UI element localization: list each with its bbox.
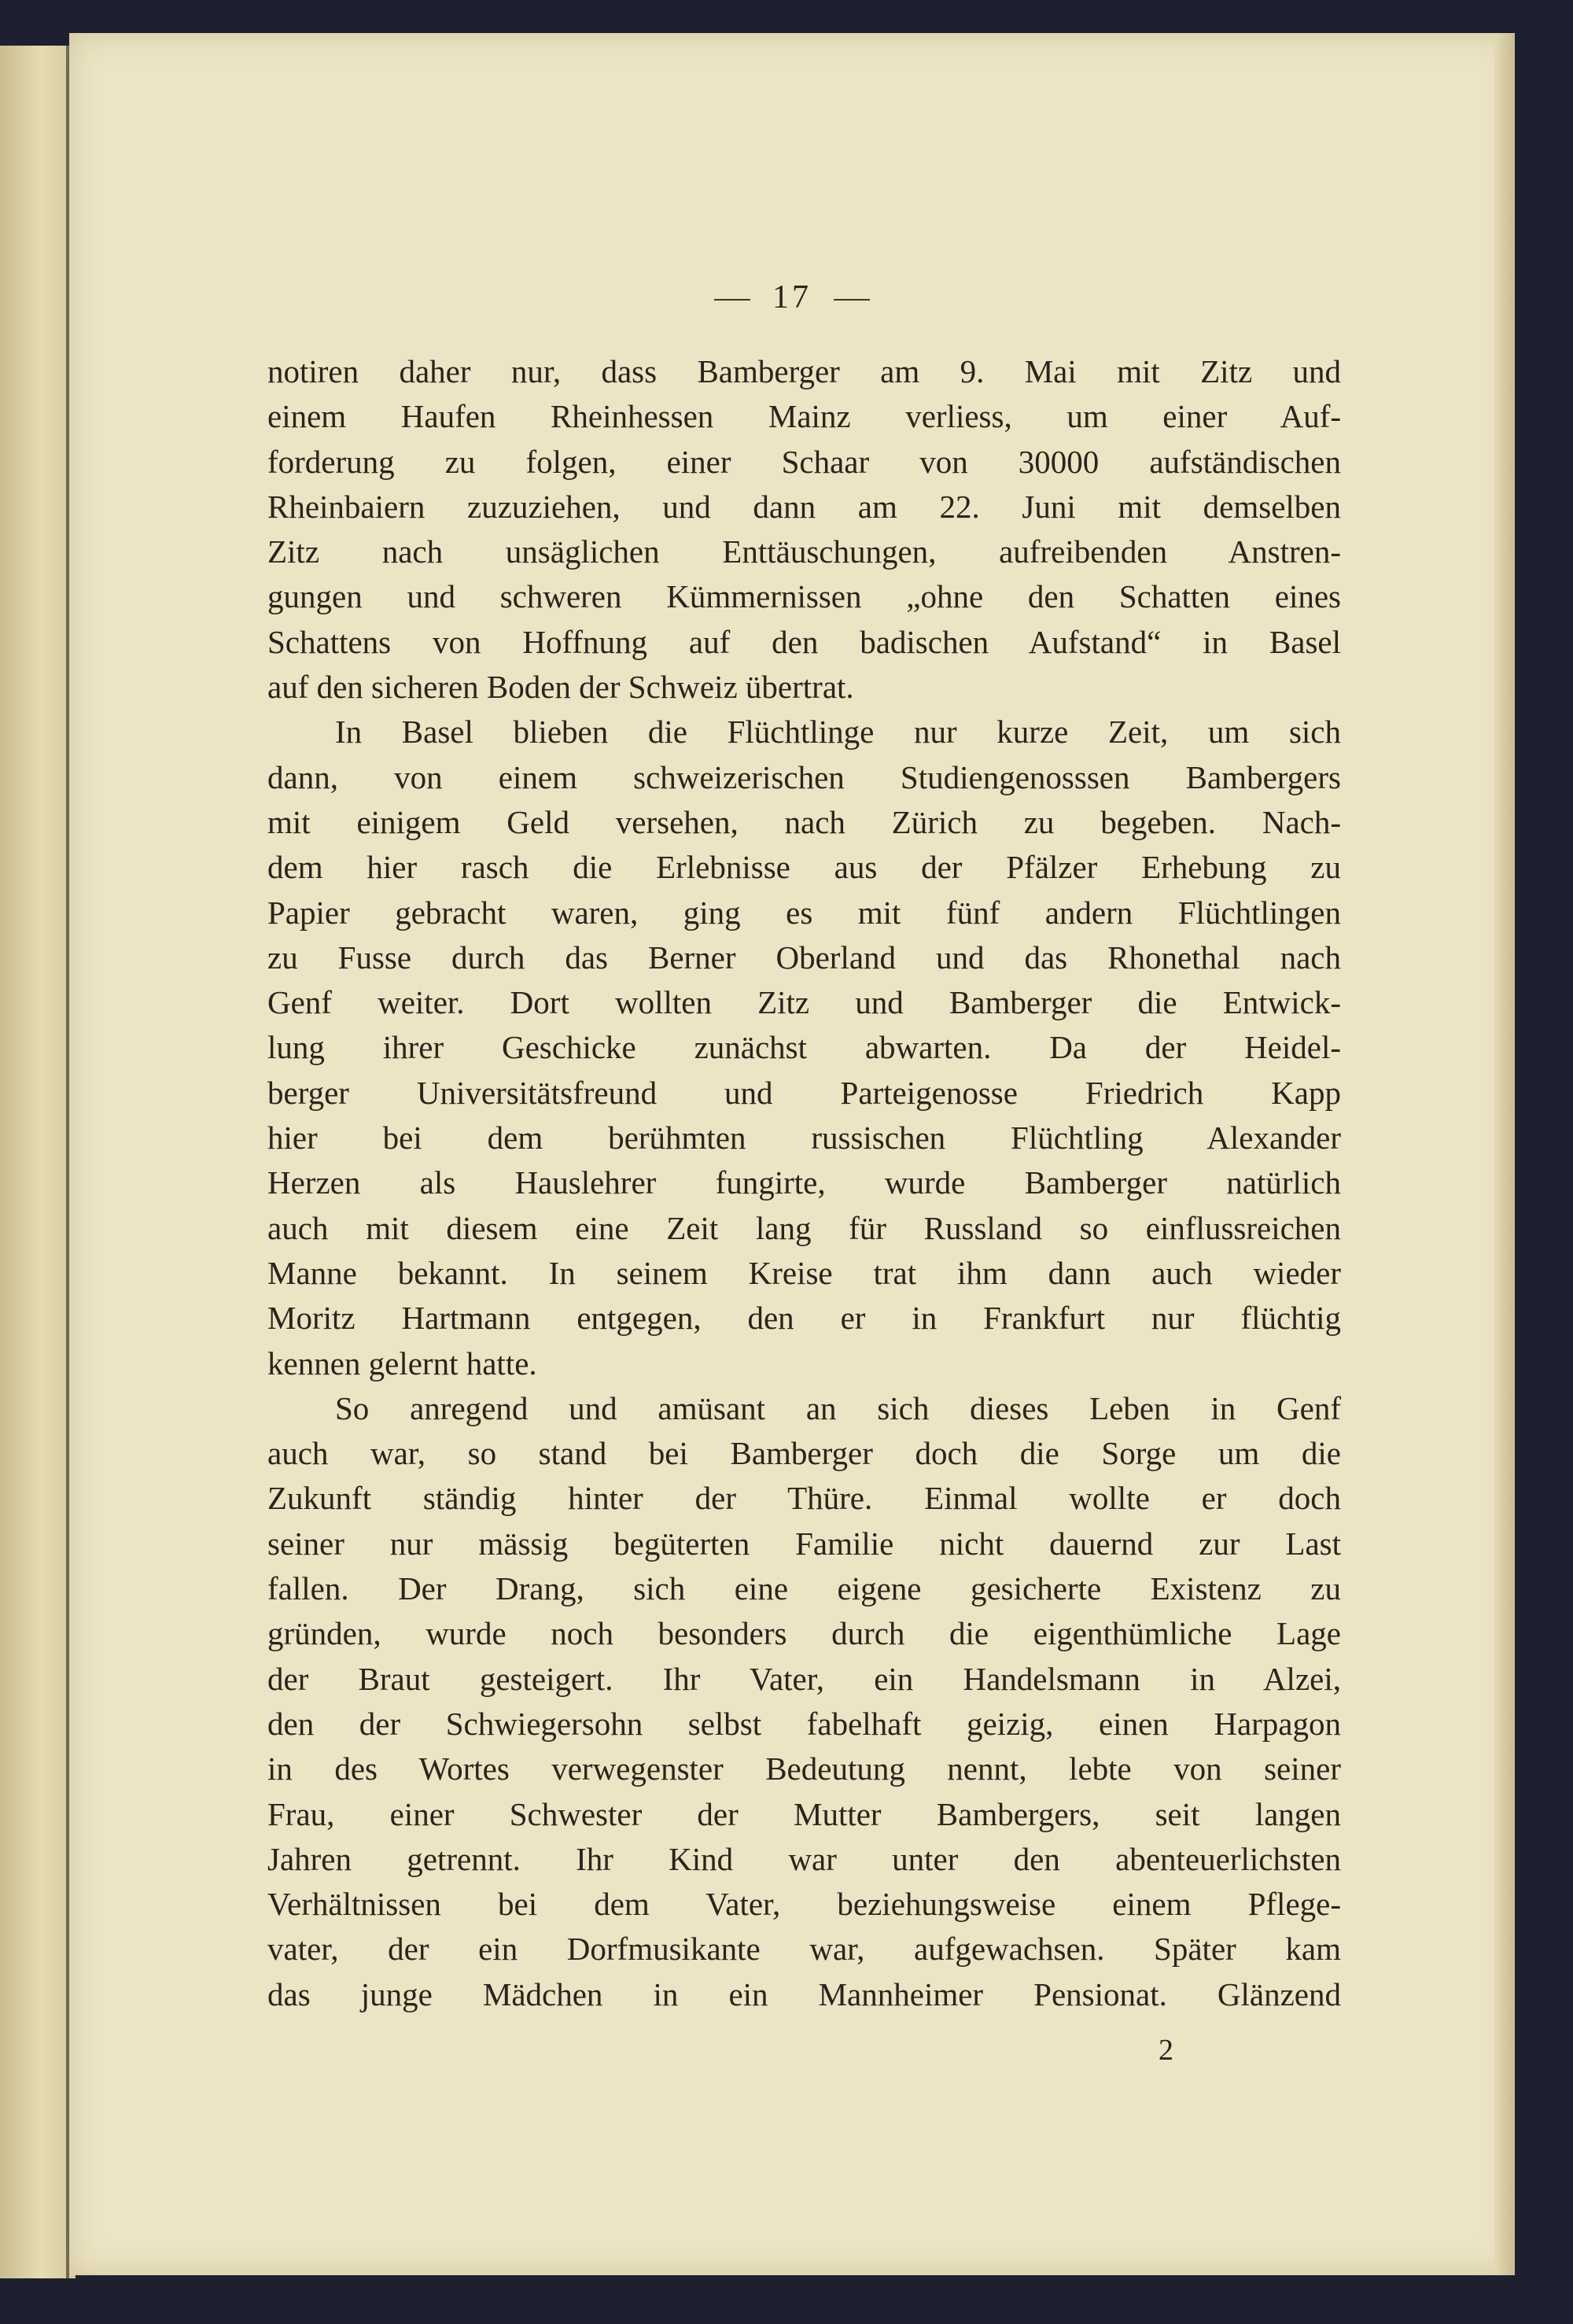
text-line: berger Universitätsfreund und Parteigenosse Friedrich Kapp [267,1074,1341,1111]
text-line: mit einigem Geld versehen, nach Zürich zu begeben. Nach- [267,803,1341,840]
text-line: Papier gebracht waren, ging es mit fünf andern Flüchtlingen [267,894,1341,931]
text-line: auf den sicheren Boden der Schweiz übertrat. [267,669,854,706]
text-line: auch war, so stand bei Bamberger doch die Sorge um die [267,1435,1341,1472]
text-line: gungen und schweren Kümmernissen „ohne den Schatten eines [267,578,1341,615]
text-line: zu Fusse durch das Berner Oberland und das Rhonethal nach [267,939,1341,976]
header-dash-right [834,299,870,301]
text-line: lung ihrer Geschicke zunächst abwarten. Da der Heidel- [267,1029,1341,1066]
text-line: Moritz Hartmann entgegen, den er in Frankfurt nur flüchtig [267,1300,1341,1337]
page-number: 17 [772,279,812,315]
text-line: der Braut gesteigert. Ihr Vater, ein Handelsmann in Alzei, [267,1660,1341,1697]
text-line: dem hier rasch die Erlebnisse aus der Pfälzer Erhebung zu [267,849,1341,886]
text-line: den der Schwiegersohn selbst fabelhaft geizig, einen Harpagon [267,1705,1341,1742]
book-page [69,33,1515,2275]
text-line: notiren daher nur, dass Bamberger am 9. Mai mit Zitz und [267,353,1341,389]
text-line: in des Wortes verwegenster Bedeutung nennt, lebte von seiner [267,1750,1341,1787]
text-line: seiner nur mässig begüterten Familie nicht dauernd zur Last [267,1525,1341,1562]
text-line: einem Haufen Rheinhessen Mainz verliess, um einer Auf- [267,398,1341,435]
text-line: Rheinbaiern zuzuziehen, und dann am 22. Juni mit demselben [267,488,1341,525]
text-line: In Basel blieben die Flüchtlinge nur kurze Zeit, um sich [335,714,1341,751]
text-line: auch mit diesem eine Zeit lang für Russland so einflussreichen [267,1209,1341,1246]
body-text [267,349,1341,2017]
text-line: gründen, wurde noch besonders durch die eigenthümliche Lage [267,1615,1341,1652]
text-line: Genf weiter. Dort wollten Zitz und Bamberger die Entwick- [267,984,1341,1021]
text-line: Frau, einer Schwester der Mutter Bambergers, seit langen [267,1795,1341,1832]
signature-mark: 2 [1159,2034,1173,2067]
page-edge [1494,33,1515,2275]
text-line: Manne bekannt. In seinem Kreise trat ihm dann auch wieder [267,1254,1341,1291]
text-line: Jahren getrennt. Ihr Kind war unter den abenteuerlichsten [267,1840,1341,1877]
text-line: forderung zu folgen, einer Schaar von 30000 aufständischen [267,443,1341,480]
text-line: das junge Mädchen in ein Mannheimer Pensionat. Glänzend [267,1975,1341,2012]
header-dash-left [714,299,750,301]
previous-page-edge [0,46,76,2278]
text-line: vater, der ein Dorfmusikante war, aufgewachsen. Später kam [267,1931,1341,1968]
text-line: Herzen als Hauslehrer fungirte, wurde Bamberger natürlich [267,1164,1341,1201]
text-line: Zukunft ständig hinter der Thüre. Einmal wollte er doch [267,1480,1341,1517]
text-line: Verhältnissen bei dem Vater, beziehungsweise einem Pflege- [267,1886,1341,1923]
text-line: fallen. Der Drang, sich eine eigene gesicherte Existenz zu [267,1570,1341,1607]
text-line: kennen gelernt hatte. [267,1345,537,1381]
text-line: hier bei dem berühmten russischen Flüchtling Alexander [267,1120,1341,1156]
text-line: Schattens von Hoffnung auf den badischen Aufstand“ in Basel [267,623,1341,660]
page-header [69,279,1515,316]
text-line: So anregend und amüsant an sich dieses Leben in Genf [335,1389,1341,1426]
text-line: Zitz nach unsäglichen Enttäuschungen, aufreibenden Anstren- [267,533,1341,570]
text-line: dann, von einem schweizerischen Studiengenosssen Bambergers [267,758,1341,795]
